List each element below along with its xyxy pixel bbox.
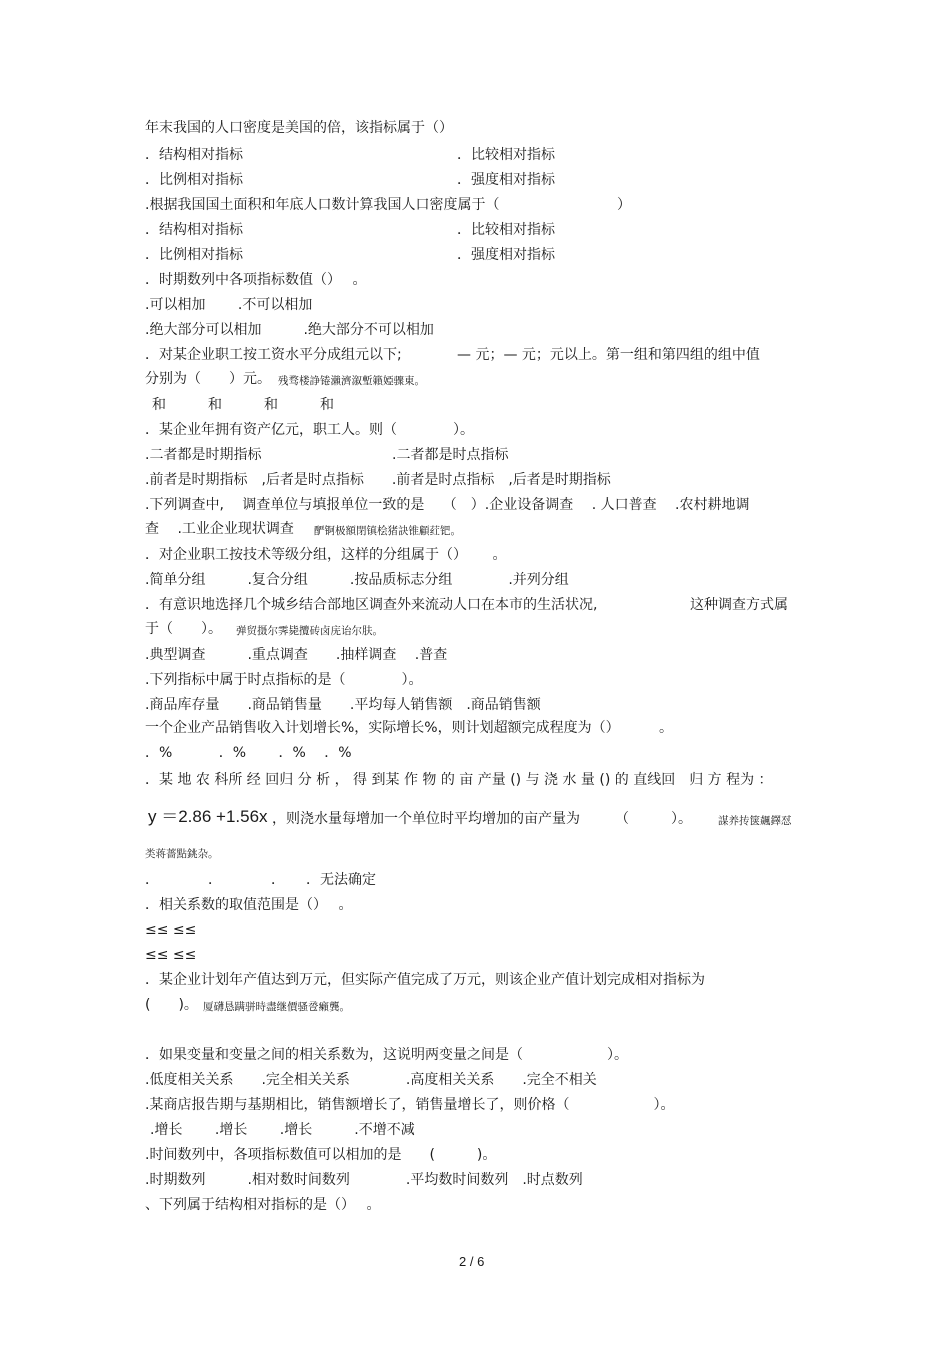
option-d: ．强度相对指标: [457, 172, 555, 188]
garbled-text: 酽锕极額閉镇桧猪訣锥顧荭钯。: [314, 525, 461, 537]
question-line: 分别为（ ）元。: [145, 371, 271, 387]
garbled-text: 厦礴恳蹒骈時盡继價骚卺癩龔。: [203, 1001, 350, 1013]
options-line: ≤≤ ≤≤: [145, 947, 197, 963]
question-line: ．时期数列中各项指标数值（） 。: [145, 272, 367, 288]
option-b: .二者都是时点指标: [392, 447, 509, 463]
question-line: .某商店报告期与基期相比，销售额增长了，销售量增长了，则价格（ ）。: [145, 1097, 675, 1113]
options-line: .简单分组 .复合分组 .按品质标志分组 .并列分组: [145, 572, 569, 588]
options-line: ．% ．% ．% ．%: [145, 745, 352, 761]
options-line: 和 和 和 和: [152, 397, 334, 413]
garbled-text: 类蒋薔點銚杂。: [145, 848, 219, 860]
question-line: 于（ ）。: [145, 621, 222, 637]
options-line: .前者是时期指标 ,后者是时点指标 .前者是时点指标 ,后者是时期指标: [145, 472, 611, 488]
question-line-cont: 这种调查方式属: [690, 597, 788, 613]
question-line: ．有意识地选择几个城乡结合部地区调查外来流动人口在本市的生活状况,: [145, 597, 598, 613]
options-line: .典型调查 .重点调查 .抽样调查 .普查: [145, 647, 448, 663]
options-line: .增长 .增长 .增长 .不增不减: [150, 1122, 415, 1138]
question-line: .下列指标中属于时点指标的是（ ）。: [145, 672, 423, 688]
question-line: ．某企业年拥有资产亿元，职工人。则（ ）。: [145, 422, 474, 438]
question-line: ( )。: [145, 997, 198, 1013]
question-line: .下列调查中, 调查单位与填报单位一致的是 （ ）.企业设备调查 . 人口普查 .农村耕地调: [145, 497, 750, 513]
option-d: ．强度相对指标: [457, 247, 555, 263]
question-line: ．相关系数的取值范围是（） 。: [145, 897, 353, 913]
regression-equation: y ＝2.86 +1.56x: [148, 807, 268, 826]
options-line: ≤≤ ≤≤: [145, 922, 197, 938]
question-line: ．如果变量和变量之间的相关系数为，这说明两变量之间是（ ）。: [145, 1047, 628, 1063]
question-line: ．某企业计划年产值达到万元，但实际产值完成了万元，则该企业产值计划完成相对指标为: [145, 972, 705, 988]
garbled-text: 弹贸摄尔霁毙攬砖卤庑诒尔肤。: [236, 625, 383, 637]
options-line: .时期数列 .相对数时间数列 .平均数时间数列 .时点数列: [145, 1172, 583, 1188]
question-bracket: ）: [617, 197, 631, 213]
question-line-cont: ，则浇水量每增加一个单位时平均增加的亩产量为 （ ）。: [272, 811, 692, 827]
question-line: 一个企业产品销售收入计划增长%，实际增长%，则计划超额完成程度为（） 。: [145, 720, 674, 736]
options-line: .低度相关关系 .完全相关关系 .高度相关关系 .完全不相关: [145, 1072, 597, 1088]
question-line: ．对企业职工按技术等级分组，这样的分组属于（） 。: [145, 547, 507, 563]
page-number: 2 / 6: [459, 1254, 485, 1269]
option-a: ．结构相对指标: [145, 222, 243, 238]
question-line: 、下列属于结构相对指标的是（） 。: [145, 1197, 381, 1213]
options-line: ． ． ． ．无法确定: [145, 872, 376, 888]
question-line: 查 .工业企业现状调查: [145, 521, 294, 537]
question-line: ．对某企业职工按工资水平分成组元以下;: [145, 347, 402, 363]
question-line: ．某 地 农 科所 经 回归 分 析 ， 得 到某 作 物 的 亩 产量 () 与 浇 水 量 () 的 直线回 归 方 程为 ：: [145, 772, 773, 788]
question-line: 年末我国的人口密度是美国的倍，该指标属于（）: [145, 120, 453, 136]
option-a: .二者都是时期指标: [145, 447, 262, 463]
option-b: ．比较相对指标: [457, 222, 555, 238]
question-line: .根据我国国土面积和年底人口数计算我国人口密度属于（: [145, 197, 500, 213]
garbled-text: 残骛楼諍锩瀨濟溆塹籟婭骤東。: [278, 375, 425, 387]
options-line: .可以相加 .不可以相加: [145, 297, 313, 313]
question-line: .时间数列中，各项指标数值可以相加的是 ( )。: [145, 1147, 497, 1163]
options-line: .商品库存量 .商品销售量 .平均每人销售额 .商品销售额: [145, 697, 541, 713]
question-line-cont: — 元；— 元；元以上。第一组和第四组的组中值: [457, 347, 760, 363]
option-c: ．比例相对指标: [145, 172, 243, 188]
options-line: .绝大部分可以相加 .绝大部分不可以相加: [145, 322, 434, 338]
garbled-text: 謀养抟箧飆鐸怼: [718, 815, 792, 827]
option-b: ．比较相对指标: [457, 147, 555, 163]
option-c: ．比例相对指标: [145, 247, 243, 263]
option-a: ．结构相对指标: [145, 147, 243, 163]
